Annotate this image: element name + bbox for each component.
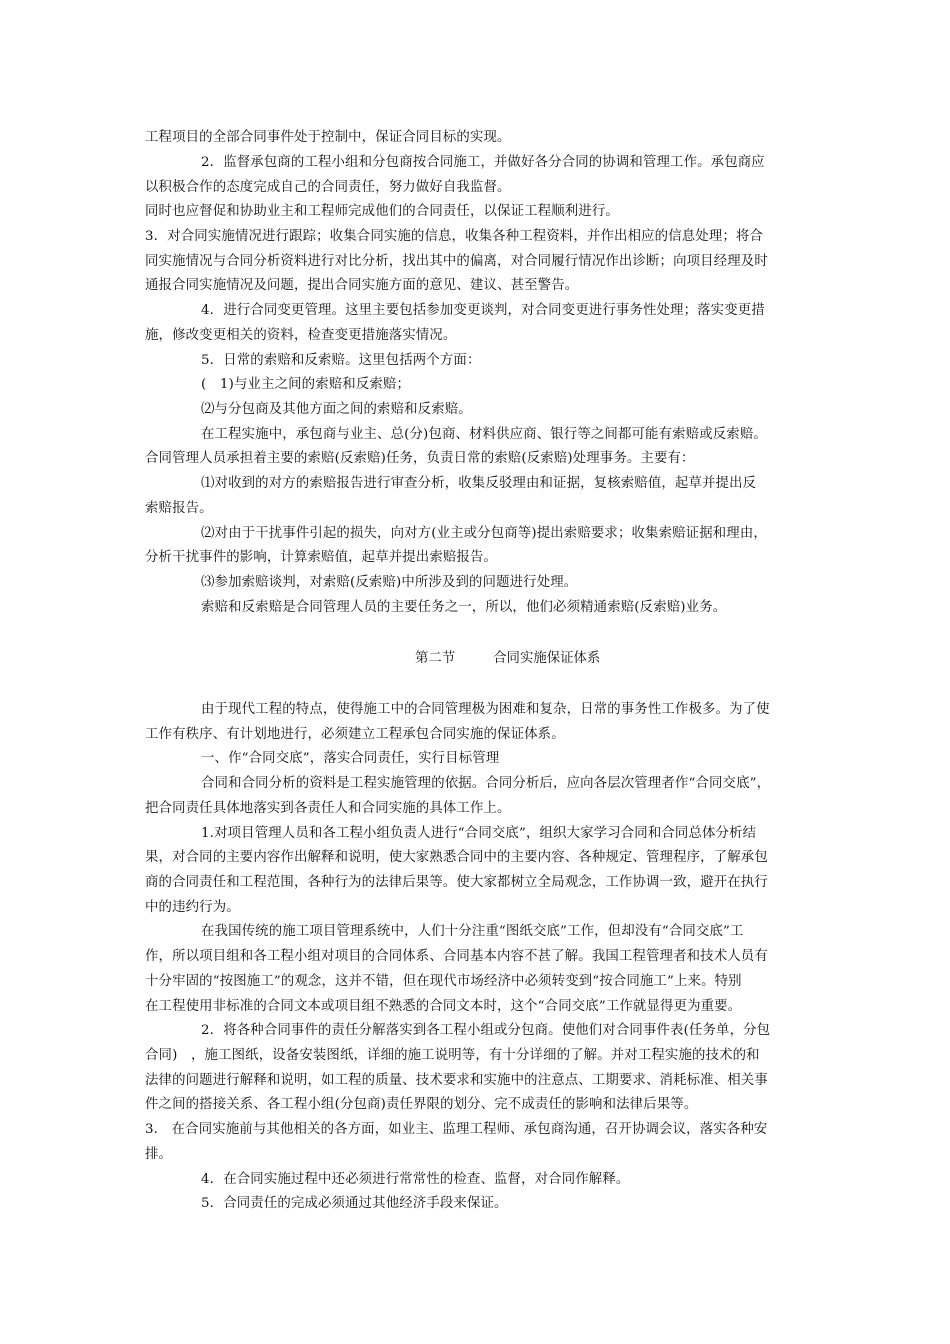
- paragraph-line: 在工程使用非标准的合同文本或项目组不熟悉的合同文本时，这个“合同交底”工作就显得更为重要。: [145, 999, 742, 1014]
- paragraph-line: 2．将各种合同事件的责任分解落实到各工程小组或分包商。使他们对合同事件表(任务单，分包: [201, 1023, 771, 1038]
- paragraph-line: 合同管理人员承担着主要的索赔(反索赔)任务，负责日常的索赔(反索赔)处理事务。主要有：: [145, 451, 695, 466]
- paragraph-line: ⑶参加索赔谈判，对索赔(反索赔)中所涉及到的问题进行处理。: [201, 575, 578, 590]
- paragraph-line: 作，所以项目组和各工程小组对项目的合同体系、合同基本内容不甚了解。我国工程管理者和技术人员有: [145, 949, 768, 964]
- paragraph-line: 法律的问题进行解释和说明，如工程的质量、技术要求和实施中的注意点、工期要求、消耗标准、相关事: [145, 1073, 768, 1088]
- paragraph-line: 3. 在合同实施前与其他相关的各方面，如业主、监理工程师、承包商沟通，召开协调会议，落实各种安: [145, 1122, 768, 1137]
- paragraph-line: ( 1)与业主之间的索赔和反索赔；: [201, 377, 410, 392]
- paragraph-line: 排。: [145, 1147, 173, 1162]
- paragraph-line: 通报合同实施情况及问题，提出合同实施方面的意见、建议、甚至警告。: [145, 278, 579, 293]
- paragraph-line: 4．在合同实施过程中还必须进行常常性的检查、监督，对合同作解释。: [201, 1172, 630, 1187]
- paragraph-line: 3．对合同实施情况进行跟踪；收集合同实施的信息，收集各种工程资料，并作出相应的信息处理；将合: [145, 229, 763, 244]
- paragraph-line: 合同) ，施工图纸，设备安装图纸，详细的施工说明等，有十分详细的了解。并对工程实施的技术的和: [145, 1048, 760, 1063]
- paragraph-line: 4．进行合同变更管理。这里主要包括参加变更谈判，对合同变更进行事务性处理；落实变更措: [201, 303, 765, 318]
- paragraph-line: 索赔报告。: [145, 501, 213, 516]
- paragraph-line: 把合同责任具体地落实到各责任人和合同实施的具体工作上。: [145, 801, 511, 816]
- paragraph-line: 同实施情况与合同分析资料进行对比分析，找出其中的偏离，对合同履行情况作出诊断；向项目经理及时: [145, 254, 768, 269]
- paragraph-line: 1.对项目管理人员和各工程小组负责人进行“合同交底”，组织大家学习合同和合同总体分析结: [201, 826, 757, 841]
- paragraph-line: ⑵与分包商及其他方面之间的索赔和反索赔。: [201, 402, 472, 417]
- paragraph-line: 同时也应督促和协助业主和工程师完成他们的合同责任，以保证工程顺利进行。: [145, 204, 619, 219]
- paragraph-line: 2．监督承包商的工程小组和分包商按合同施工，并做好各分合同的协调和管理工作。承包商应: [201, 155, 765, 170]
- paragraph-line: 十分牢固的“按图施工”的观念，这并不错，但在现代市场经济中必须转变到“按合同施工”上来。特别: [145, 974, 742, 989]
- paragraph-line: 件之间的搭接关系、各工程小组(分包商)责任界限的划分、完不成责任的影响和法律后果等。: [145, 1097, 698, 1112]
- section-heading: [415, 650, 600, 668]
- paragraph-line: 以积极合作的态度完成自己的合同责任，努力做好自我监督。: [145, 180, 511, 195]
- subsection-heading: 一、作“合同交底”，落实合同责任，实行目标管理: [201, 751, 500, 766]
- paragraph-line: 工程项目的全部合同事件处于控制中，保证合同目标的实现。: [145, 130, 511, 145]
- paragraph-line: 合同和合同分析的资料是工程实施管理的依据。合同分析后，应向各层次管理者作“合同交底”，: [201, 776, 771, 791]
- paragraph-line: 商的合同责任和工程范围，各种行为的法律后果等。使大家都树立全局观念，工作协调一致，避开在执行: [145, 875, 768, 890]
- paragraph-line: 在工程实施中，承包商与业主、总(分)包商、材料供应商、银行等之间都可能有索赔或反索赔。: [201, 427, 767, 442]
- paragraph-line: 施，修改变更相关的资料，检查变更措施落实情况。: [145, 328, 457, 343]
- paragraph-line: 索赔和反索赔是合同管理人员的主要任务之一，所以，他们必须精通索赔(反索赔)业务。: [201, 600, 727, 615]
- paragraph-line: 5．合同责任的完成必须通过其他经济手段来保证。: [201, 1196, 508, 1211]
- paragraph-line: ⑵对由于干扰事件引起的损失，向对方(业主或分包商等)提出索赔要求；收集索赔证据和理由，: [201, 526, 767, 541]
- section-title: 合同实施保证体系: [493, 651, 601, 666]
- paragraph-line: 中的违约行为。: [145, 900, 240, 915]
- paragraph-line: 分析干扰事件的影响，计算索赔值，起草并提出索赔报告。: [145, 550, 498, 565]
- paragraph-line: 5．日常的索赔和反索赔。这里包括两个方面：: [201, 353, 481, 368]
- paragraph-line: 果，对合同的主要内容作出解释和说明，使大家熟悉合同中的主要内容、各种规定、管理程序，了解承包: [145, 850, 768, 865]
- paragraph-line: ⑴对收到的对方的索赔报告进行审查分析，收集反驳理由和证据，复核索赔值，起草并提出反: [201, 476, 757, 491]
- paragraph-line: 工作有秩序、有计划地进行，必须建立工程承包合同实施的保证体系。: [145, 727, 565, 742]
- paragraph-line: 在我国传统的施工项目管理系统中，人们十分注重“图纸交底”工作，但却没有“合同交底”工: [201, 924, 744, 939]
- section-number: 第二节: [415, 651, 456, 666]
- paragraph-line: 由于现代工程的特点，使得施工中的合同管理极为困难和复杂，日常的事务性工作极多。为了使: [201, 702, 770, 717]
